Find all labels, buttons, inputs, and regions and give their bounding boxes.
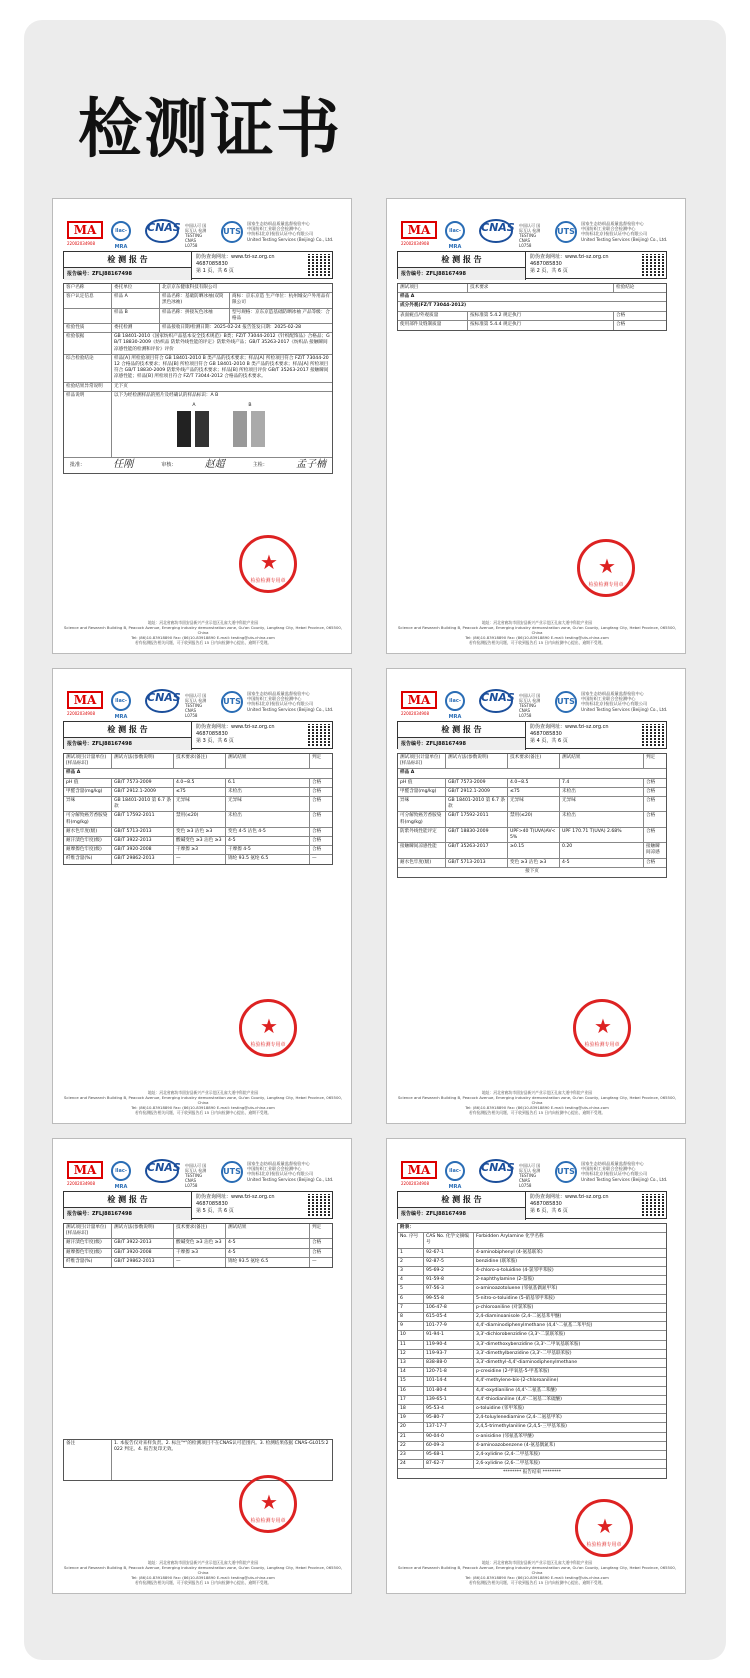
table-row: 耐汗渍色牢度(级) GB/T 3922-2013 酸碱变色 ≥3 沾色 ≥3 4-5 合格 (64, 837, 332, 846)
report-footer: 地址：河北省廊坊市固安县新兴产业示范区孔雀大道中科院产业园 Science and Research Building B, Peacock Avenue, Emerging industry demonstration zone, Gu'an County, Langfang City, Hebei Province, 065500, China Tel: (86)10-83918890 Fax: (86)10-83918890 E-mail: testing@uts.china.com 若有检测报告相关问题，可于收到报告后 15 日内向检测中心提出，逾期不受理。 (398, 1090, 676, 1115)
report-footer: 地址：河北省廊坊市固安县新兴产业示范区孔雀大道中科院产业园 Science and Research Building B, Peacock Avenue, Emerging industry demonstration zone, Gu'an County, Langfang City, Hebei Province, 065500, China Tel: (86)10-83918890 Fax: (86)10-83918890 E-mail: testing@uts.china.com 若有检测报告相关问题，可于收到报告后 15 日内向检测中心提出，逾期不受理。 (398, 1560, 676, 1585)
table-row: 耐水色牢度(级) GB/T 5713-2013 变色 ≥3 沾色 ≥3 变色 4-5 沾色 4-5 合格 (64, 828, 332, 837)
page-title: 检测证书 (78, 93, 342, 167)
results-table: 测试项目(计量单位)[样品标识] 测试方法(参数说明) 技术要求(备注) 测试结果 判定 样品 A pH 值 GB/T 7573-2009 4.0~8.5 7.4 合格 甲醛含量(mg/kg) GB/T 2912.1-2009 ≤75 未检出 合格 异味 GB 18401-2010 第 6.7 条款 无异味 无异味 合格 可分解致癌芳香胺染料(mg/kg) GB/T 17592-2011 禁用(≤20) 未检出 合格 防紫外线性能评定 GB/T 18830-2009 UPF>40 T(UVA)AV<5% UPF 170.71 T(UVA) 2.68% 合格 接触瞬间凉感性能 GB/T 35263-2017 ≥0.15 0.20 接触瞬间凉感 耐水色牢度(级) GB/T 5713-2013 变色 ≥3 沾色 ≥3 4-5 合格 接下页 (397, 753, 667, 878)
sample-photos: A B (114, 399, 330, 456)
report-page-5 (52, 1138, 352, 1594)
ma-logo: MA (67, 221, 103, 239)
lab-names: 国家生态纺织品质量监督检验中心 中国纺织工业联合会检测中心 中纺标(北京)检验认证中心有限公司 United Testing Services (Beijing) Co., Ltd. (247, 1161, 334, 1182)
ilac-logo: ilac-MRA (111, 1161, 131, 1181)
table-row: 15 101-14-4 4,4'-methylene-bis-(2-chloroaniline) (398, 1377, 666, 1386)
table-row: 8 615-05-4 2,4-diaminoanisole (2,4-二氨基苯甲醚) (398, 1313, 666, 1322)
uts-logo: UTS (221, 221, 243, 243)
report-header: 检 测 报 告 报告编号：ZFLJ88167498 防伪查询网址：www.fzi-sz.org.cn 4687085830 第 2 页，共 6 页 (397, 251, 667, 279)
cnas-logo: CNAS (147, 221, 181, 234)
table-row: 耐汗渍色牢度(级) GB/T 3922-2013 酸碱变色 ≥3 沾色 ≥3 4-5 合格 (64, 1239, 332, 1248)
cert-logos: MA 22002034908 ilac-MRA CNAS 中国认可 国际互认 检测 TESTING CNAS L0758 UTS 国家生态纺织品质量监督检验中心 中国纺织工业联合会检测中心 中纺标(北京)检验认证中心有限公司 United Testing Services (Beijing) Co., Ltd. (401, 1159, 673, 1185)
table-row: 耐水色牢度(级) GB/T 5713-2013 变色 ≥3 沾色 ≥3 4-5 合格 (398, 859, 666, 868)
table-row: 1 92-67-1 4-aminobiphenyl (4-氨基联苯) (398, 1249, 666, 1258)
report-header: 检 测 报 告 报告编号：ZFLJ88167498 防伪查询网址：www.fzi-sz.org.cn 4687085830 第 1 页，共 6 页 (63, 251, 333, 279)
table-row: 24 87-62-7 2,6-xylidine (2,6-二甲基苯胺) (398, 1460, 666, 1469)
table-row: 22 60-09-3 4-aminoazobenzene (4-氨基偶氮苯) (398, 1442, 666, 1451)
cert-logos: MA 22002034908 ilac-MRA CNAS 中国认可 国际互认 检测 TESTING CNAS L0758 UTS 国家生态纺织品质量监督检验中心 中国纺织工业联合会检测中心 中纺标(北京)检验认证中心有限公司 United Testing Services (Beijing) Co., Ltd. (67, 219, 339, 245)
table-row: 异味 GB 18401-2010 第 6.7 条款 无异味 无异味 合格 (64, 797, 332, 812)
official-stamp: ★ 检验检测专用章 (239, 999, 297, 1057)
qr-code (642, 724, 664, 746)
qr-code (308, 254, 330, 276)
report-page-4 (386, 668, 686, 1124)
signature-row: 批准： 任刚 审核： 赵超 主检： 孟子楠 (70, 459, 326, 471)
official-stamp: ★ 检验检测专用章 (575, 1499, 633, 1557)
cert-logos: MA 22002034908 ilac-MRA CNAS 中国认可 国际互认 检测 TESTING CNAS L0758 UTS 国家生态纺织品质量监督检验中心 中国纺织工业联合会检测中心 中纺标(北京)检验认证中心有限公司 United Testing Services (Beijing) Co., Ltd. (67, 689, 339, 715)
cert-logos: MA 22002034908 ilac-MRA CNAS 中国认可 国际互认 检测 TESTING CNAS L0758 UTS 国家生态纺织品质量监督检验中心 中国纺织工业联合会检测中心 中纺标(北京)检验认证中心有限公司 United Testing Services (Beijing) Co., Ltd. (401, 219, 673, 245)
cert-logos: MA 22002034908 ilac-MRA CNAS 中国认可 国际互认 检测 TESTING CNAS L0758 UTS 国家生态纺织品质量监督检验中心 中国纺织工业联合会检测中心 中纺标(北京)检验认证中心有限公司 United Testing Services (Beijing) Co., Ltd. (401, 689, 673, 715)
lab-names: 国家生态纺织品质量监督检验中心 中国纺织工业联合会检测中心 中纺标(北京)检验认证中心有限公司 United Testing Services (Beijing) Co., Ltd. (581, 1161, 668, 1182)
results-table: 测试项目(计量单位)[样品标识] 测试方法(参数说明) 技术要求(备注) 测试结果 判定 耐汗渍色牢度(级) GB/T 3922-2013 酸碱变色 ≥3 沾色 ≥3 4-5 合格 耐摩擦色牢度(级) GB/T 3920-2008 干摩擦 ≥3 4-5 合格 纤维含量(%) GB/T 29862-2013 — 锦纶 93.5 氨纶 6.5 — (63, 1223, 333, 1268)
table-row: 甲醛含量(mg/kg) GB/T 2912.1-2009 ≤75 未检出 合格 (398, 788, 666, 797)
table-end: ******** 报告结束 ******** (502, 1470, 562, 1476)
report-page-6 (386, 1138, 686, 1594)
table-row: 6 99-55-8 5-nitro-o-toluidine (5-硝基邻甲苯胺) (398, 1295, 666, 1304)
uts-logo: UTS (555, 221, 577, 243)
qr-code (308, 724, 330, 746)
notes-box: 备注 1. 本报告仅对来样负责。2. 标注"*"的检测项目不在CNAS认可范围内。3. 检测结果依据 CNAS-GL015:2022 判定。4. 报告复印无效。 (63, 1439, 333, 1481)
table-row: 4 91-59-8 2-naphthylamine (2-萘胺) (398, 1276, 666, 1285)
table-row: 13 838-88-0 3,3'-dimethyl-4,4'-diaminodiphenylmethane (398, 1359, 666, 1368)
table-row: 17 139-65-1 4,4'-thiodianiline (4,4'-二氨基二苯硫醚) (398, 1396, 666, 1405)
results-table: 测试项目(计量单位)[样品标识] 测试方法(参数说明) 技术要求(备注) 测试结果 判定 样品 A pH 值 GB/T 7573-2009 4.0~8.5 6.1 合格 甲醛含量(mg/kg) GB/T 2912.1-2009 ≤75 未检出 合格 异味 GB 18401-2010 第 6.7 条款 无异味 无异味 合格 可分解致癌芳香胺染料(mg/kg) GB/T 17592-2011 禁用(≤20) 未检出 合格 耐水色牢度(级) GB/T 5713-2013 变色 ≥3 沾色 ≥3 变色 4-5 沾色 4-5 合格 耐汗渍色牢度(级) GB/T 3922-2013 酸碱变色 ≥3 沾色 ≥3 4-5 合格 耐摩擦色牢度(级) GB/T 3920-2008 干摩擦 ≥3 干摩擦 4-5 合格 纤维含量(%) GB/T 29862-2013 — 锦纶 93.5 氨纶 6.5 — (63, 753, 333, 865)
cnas-logo: CNAS (481, 691, 515, 704)
arylamine-table: 附表： No. 序号 CAS No. 化学文摘编号 Forbidden Arylamine 化学名称 1 92-67-1 4-aminobiphenyl (4-氨基联苯) 2 92-87-5 benzidine (联苯胺) 3 95-69-2 4-chloro-o-toluidine (4-氯邻甲苯胺) 4 91-59-8 2-naphthylamine (2-萘胺) 5 97-56-3 o-aminoazotoluene (邻氨基偶氮甲苯) 6 99-55-8 5-nitro-o-toluidine (5-硝基邻甲苯胺) 7 106-47-8 p-chloroaniline (对氯苯胺) 8 615-05-4 2,4-diaminoanisole (2,4-二氨基苯甲醚) 9 101-77-9 4,4'-diaminodiphenylmethane (4,4'-二氨基二苯甲烷) 10 91-94-1 3,3'-dichlorobenzidine (3,3'-二氯联苯胺) 11 119-90-4 3,3'-dimethoxybenzidine (3,3'-二甲氧基联苯胺) 12 119-93-7 3,3'-dimethylbenzidine (3,3'-二甲基联苯胺) 13 838-88-0 3,3'-dimethyl-4,4'-diaminodiphenylmethane 14 120-71-8 p-cresidine (2-甲氧基-5-甲基苯胺) 15 101-14-4 4,4'-methylene-bis-(2-chloroaniline) 16 101-80-4 4,4'-oxydianiline (4,4'-二氨基二苯醚) 17 139-65-1 4,4'-thiodianiline (4,4'-二氨基二苯硫醚) 18 95-53-4 o-toluidine (邻甲苯胺) 19 95-80-7 2,4-toluylenediamine (2,4-二氨基甲苯) 20 137-17-7 2,4,5-trimethylaniline (2,4,5-三甲基苯胺) 21 90-04-0 o-anisidine (邻氨基苯甲醚) 22 60-09-3 4-aminoazobenzene (4-氨基偶氮苯) 23 95-68-1 2,4-xylidine (2,4-二甲基苯胺) 24 87-62-7 2,6-xylidine (2,6-二甲基苯胺) ******** 报告结束 ******** (397, 1223, 667, 1479)
cert-logos: MA 22002034908 ilac-MRA CNAS 中国认可 国际互认 检测 TESTING CNAS L0758 UTS 国家生态纺织品质量监督检验中心 中国纺织工业联合会检测中心 中纺标(北京)检验认证中心有限公司 United Testing Services (Beijing) Co., Ltd. (67, 1159, 339, 1185)
ilac-logo: ilac-MRA (445, 1161, 465, 1181)
table-row: 9 101-77-9 4,4'-diaminodiphenylmethane (4,4'-二氨基二苯甲烷) (398, 1322, 666, 1331)
table-row: 甲醛含量(mg/kg) GB/T 2912.1-2009 ≤75 未检出 合格 (64, 788, 332, 797)
table-row: 可分解致癌芳香胺染料(mg/kg) GB/T 17592-2011 禁用(≤20) 未检出 合格 (398, 812, 666, 827)
uts-logo: UTS (555, 1161, 577, 1183)
table-row: 18 95-53-4 o-toluidine (邻甲苯胺) (398, 1405, 666, 1414)
ilac-logo: ilac-MRA (111, 691, 131, 711)
table-row: 20 137-17-7 2,4,5-trimethylaniline (2,4,5-三甲基苯胺) (398, 1423, 666, 1432)
cnas-logo: CNAS (481, 221, 515, 234)
report-header: 检 测 报 告 报告编号：ZFLJ88167498 防伪查询网址：www.fzi-sz.org.cn 4687085830 第 4 页，共 6 页 (397, 721, 667, 749)
cnas-logo: CNAS (147, 691, 181, 704)
report-page-3 (52, 668, 352, 1124)
table-row: 耐摩擦色牢度(级) GB/T 3920-2008 干摩擦 ≥3 干摩擦 4-5 合格 (64, 846, 332, 855)
report-footer: 地址：河北省廊坊市固安县新兴产业示范区孔雀大道中科院产业园 Science and Research Building B, Peacock Avenue, Emerging industry demonstration zone, Gu'an County, Langfang City, Hebei Province, 065500, China Tel: (86)10-83918890 Fax: (86)10-83918890 E-mail: testing@uts.china.com 若有检测报告相关问题，可于收到报告后 15 日内向检测中心提出，逾期不受理。 (64, 1090, 342, 1115)
sample-a-image (175, 409, 213, 449)
table-row: 5 97-56-3 o-aminoazotoluene (邻氨基偶氮甲苯) (398, 1285, 666, 1294)
table-row: 12 119-93-7 3,3'-dimethylbenzidine (3,3'-二甲基联苯胺) (398, 1350, 666, 1359)
table-row: 14 120-71-8 p-cresidine (2-甲氧基-5-甲基苯胺) (398, 1368, 666, 1377)
table-row: 纤维含量(%) GB/T 29862-2013 — 锦纶 93.5 氨纶 6.5 — (64, 855, 332, 864)
ma-logo: MA (401, 1161, 437, 1179)
table-row: 11 119-90-4 3,3'-dimethoxybenzidine (3,3'-二甲氧基联苯胺) (398, 1341, 666, 1350)
official-stamp: ★ 检验检测专用章 (239, 535, 297, 593)
lab-names: 国家生态纺织品质量监督检验中心 中国纺织工业联合会检测中心 中纺标(北京)检验认证中心有限公司 United Testing Services (Beijing) Co., Ltd. (581, 221, 668, 242)
report-header: 检 测 报 告 报告编号：ZFLJ88167498 防伪查询网址：www.fzi-sz.org.cn 4687085830 第 5 页，共 6 页 (63, 1191, 333, 1219)
table-row: 21 90-04-0 o-anisidine (邻氨基苯甲醚) (398, 1433, 666, 1442)
official-stamp: ★ 检验检测专用章 (577, 539, 635, 597)
table-row: 防紫外线性能评定 GB/T 18830-2009 UPF>40 T(UVA)AV<5% UPF 170.71 T(UVA) 2.68% 合格 (398, 828, 666, 843)
ilac-logo: ilac-MRA (445, 221, 465, 241)
table-row: 16 101-80-4 4,4'-oxydianiline (4,4'-二氨基二苯醚) (398, 1387, 666, 1396)
lab-names: 国家生态纺织品质量监督检验中心 中国纺织工业联合会检测中心 中纺标(北京)检验认证中心有限公司 United Testing Services (Beijing) Co., Ltd. (247, 221, 334, 242)
table-end: 接下页 (525, 868, 539, 874)
report-page-2 (386, 198, 686, 654)
qr-code (642, 254, 664, 276)
ilac-logo: ilac-MRA (445, 691, 465, 711)
ilac-logo: ilac-MRA (111, 221, 131, 241)
report-header: 检 测 报 告 报告编号：ZFLJ88167498 防伪查询网址：www.fzi-sz.org.cn 4687085830 第 3 页，共 6 页 (63, 721, 333, 749)
table-row: 纤维含量(%) GB/T 29862-2013 — 锦纶 93.5 氨纶 6.5 — (64, 1258, 332, 1267)
results-table: 测试项目 技术要求 检验结论 样品 A 成分外观(FZ/T 73044-2012) 表面疵点/外观质量 按标准第 5.4.2 规定执行 合格 使用部件及缝制质量 按标准第 5.4.4 规定执行 合格 (397, 283, 667, 331)
table-row: 2 92-87-5 benzidine (联苯胺) (398, 1258, 666, 1267)
report-page-1 (52, 198, 352, 654)
report-header: 检 测 报 告 报告编号：ZFLJ88167498 防伪查询网址：www.fzi-sz.org.cn 4687085830 第 6 页，共 6 页 (397, 1191, 667, 1219)
qr-code (308, 1194, 330, 1216)
report-footer: 地址：河北省廊坊市固安县新兴产业示范区孔雀大道中科院产业园 Science and Research Building B, Peacock Avenue, Emerging industry demonstration zone, Gu'an County, Langfang City, Hebei Province, 065500, China Tel: (86)10-83918890 Fax: (86)10-83918890 E-mail: testing@uts.china.com 若有检测报告相关问题，可于收到报告后 15 日内向检测中心提出，逾期不受理。 (398, 620, 676, 645)
table-row: 耐摩擦色牢度(级) GB/T 3920-2008 干摩擦 ≥3 4-5 合格 (64, 1249, 332, 1258)
table-row: pH 值 GB/T 7573-2009 4.0~8.5 7.4 合格 (398, 779, 666, 788)
ma-logo: MA (67, 691, 103, 709)
sample-b-image (231, 409, 269, 449)
cnas-logo: CNAS (481, 1161, 515, 1174)
table-row: 可分解致癌芳香胺染料(mg/kg) GB/T 17592-2011 禁用(≤20) 未检出 合格 (64, 812, 332, 827)
lab-names: 国家生态纺织品质量监督检验中心 中国纺织工业联合会检测中心 中纺标(北京)检验认证中心有限公司 United Testing Services (Beijing) Co., Ltd. (581, 691, 668, 712)
info-table: 客户名称 委托单位 北京京东健康科技有限公司 客户认定信息 样品 A 样品名称：基础防晒冰袖(双筒黑色冰袖) 商标：京东京造 生产单位：杭州城安户外用品有限公司 样品 B 样品名称：拼接灰色冰袖 型号规格：京东京造基础防晒冰袖 产品等级：合格品 检验性质 委托检测 样品接收日期/检测日期：2025-02-24 报告签发日期：2025-02-28 检验依据 GB 18401-2010《国家纺织产品基本安全技术规范》B类；FZ/T 73044-2012《针织配饰品》合格品；GB/T 18830-2009《纺织品 防紫外线性能的评定》防紫外线产品；GB/T 35263-2017《纺织品 接触瞬间凉感性能的检测和评价》评价 综合检验结论 样品[A] 所检验项目符合 GB 18401-2010 B 类产品的技术要求；样品[A] 所检项目符合 FZ/T 73044-2012 合格品的技术要求；样品[B] 所检项目符合 GB 18401-2010 B 类产品的技术要求；样品[A] 所检项目符合 GB/T 18830-2009 防紫外线产品的技术要求；样品[B] 所检项目评价 GB/T 35263-2017 接触瞬间凉感性能；样品[B] 所检项目符合 FZ/T 73044-2012 合格品的技术要求。 检验结果异常说明 无下页 样品说明 以下为经检测样品的照片及经确认的样品标识：A B A B 批准： 任刚 审核： 赵超 主检： 孟子楠 (63, 283, 333, 474)
ma-logo: MA (401, 691, 437, 709)
table-row: pH 值 GB/T 7573-2009 4.0~8.5 6.1 合格 (64, 779, 332, 788)
uts-logo: UTS (555, 691, 577, 713)
uts-logo: UTS (221, 691, 243, 713)
table-row: 接触瞬间凉感性能 GB/T 35263-2017 ≥0.15 0.20 接触瞬间凉感 (398, 843, 666, 858)
official-stamp: ★ 检验检测专用章 (239, 1475, 297, 1533)
table-row: 19 95-80-7 2,4-toluylenediamine (2,4-二氨基甲苯) (398, 1414, 666, 1423)
lab-names: 国家生态纺织品质量监督检验中心 中国纺织工业联合会检测中心 中纺标(北京)检验认证中心有限公司 United Testing Services (Beijing) Co., Ltd. (247, 691, 334, 712)
official-stamp: ★ 检验检测专用章 (573, 999, 631, 1057)
qr-code (642, 1194, 664, 1216)
table-row: 10 91-94-1 3,3'-dichlorobenzidine (3,3'-二氯联苯胺) (398, 1331, 666, 1340)
cnas-logo: CNAS (147, 1161, 181, 1174)
ma-logo: MA (67, 1161, 103, 1179)
table-row: 23 95-68-1 2,4-xylidine (2,4-二甲基苯胺) (398, 1451, 666, 1460)
table-row: 7 106-47-8 p-chloroaniline (对氯苯胺) (398, 1304, 666, 1313)
ma-logo: MA (401, 221, 437, 239)
report-footer: 地址：河北省廊坊市固安县新兴产业示范区孔雀大道中科院产业园 Science and Research Building B, Peacock Avenue, Emerging industry demonstration zone, Gu'an County, Langfang City, Hebei Province, 065500, China Tel: (86)10-83918890 Fax: (86)10-83918890 E-mail: testing@uts.china.com 若有检测报告相关问题，可于收到报告后 15 日内向检测中心提出，逾期不受理。 (64, 1560, 342, 1585)
report-footer: 地址：河北省廊坊市固安县新兴产业示范区孔雀大道中科院产业园 Science and Research Building B, Peacock Avenue, Emerging industry demonstration zone, Gu'an County, Langfang City, Hebei Province, 065500, China Tel: (86)10-83918890 Fax: (86)10-83918890 E-mail: testing@uts.china.com 若有检测报告相关问题，可于收到报告后 15 日内向检测中心提出，逾期不受理。 (64, 620, 342, 645)
table-row: 3 95-69-2 4-chloro-o-toluidine (4-氯邻甲苯胺) (398, 1267, 666, 1276)
table-row: 异味 GB 18401-2010 第 6.7 条款 无异味 无异味 合格 (398, 797, 666, 812)
uts-logo: UTS (221, 1161, 243, 1183)
